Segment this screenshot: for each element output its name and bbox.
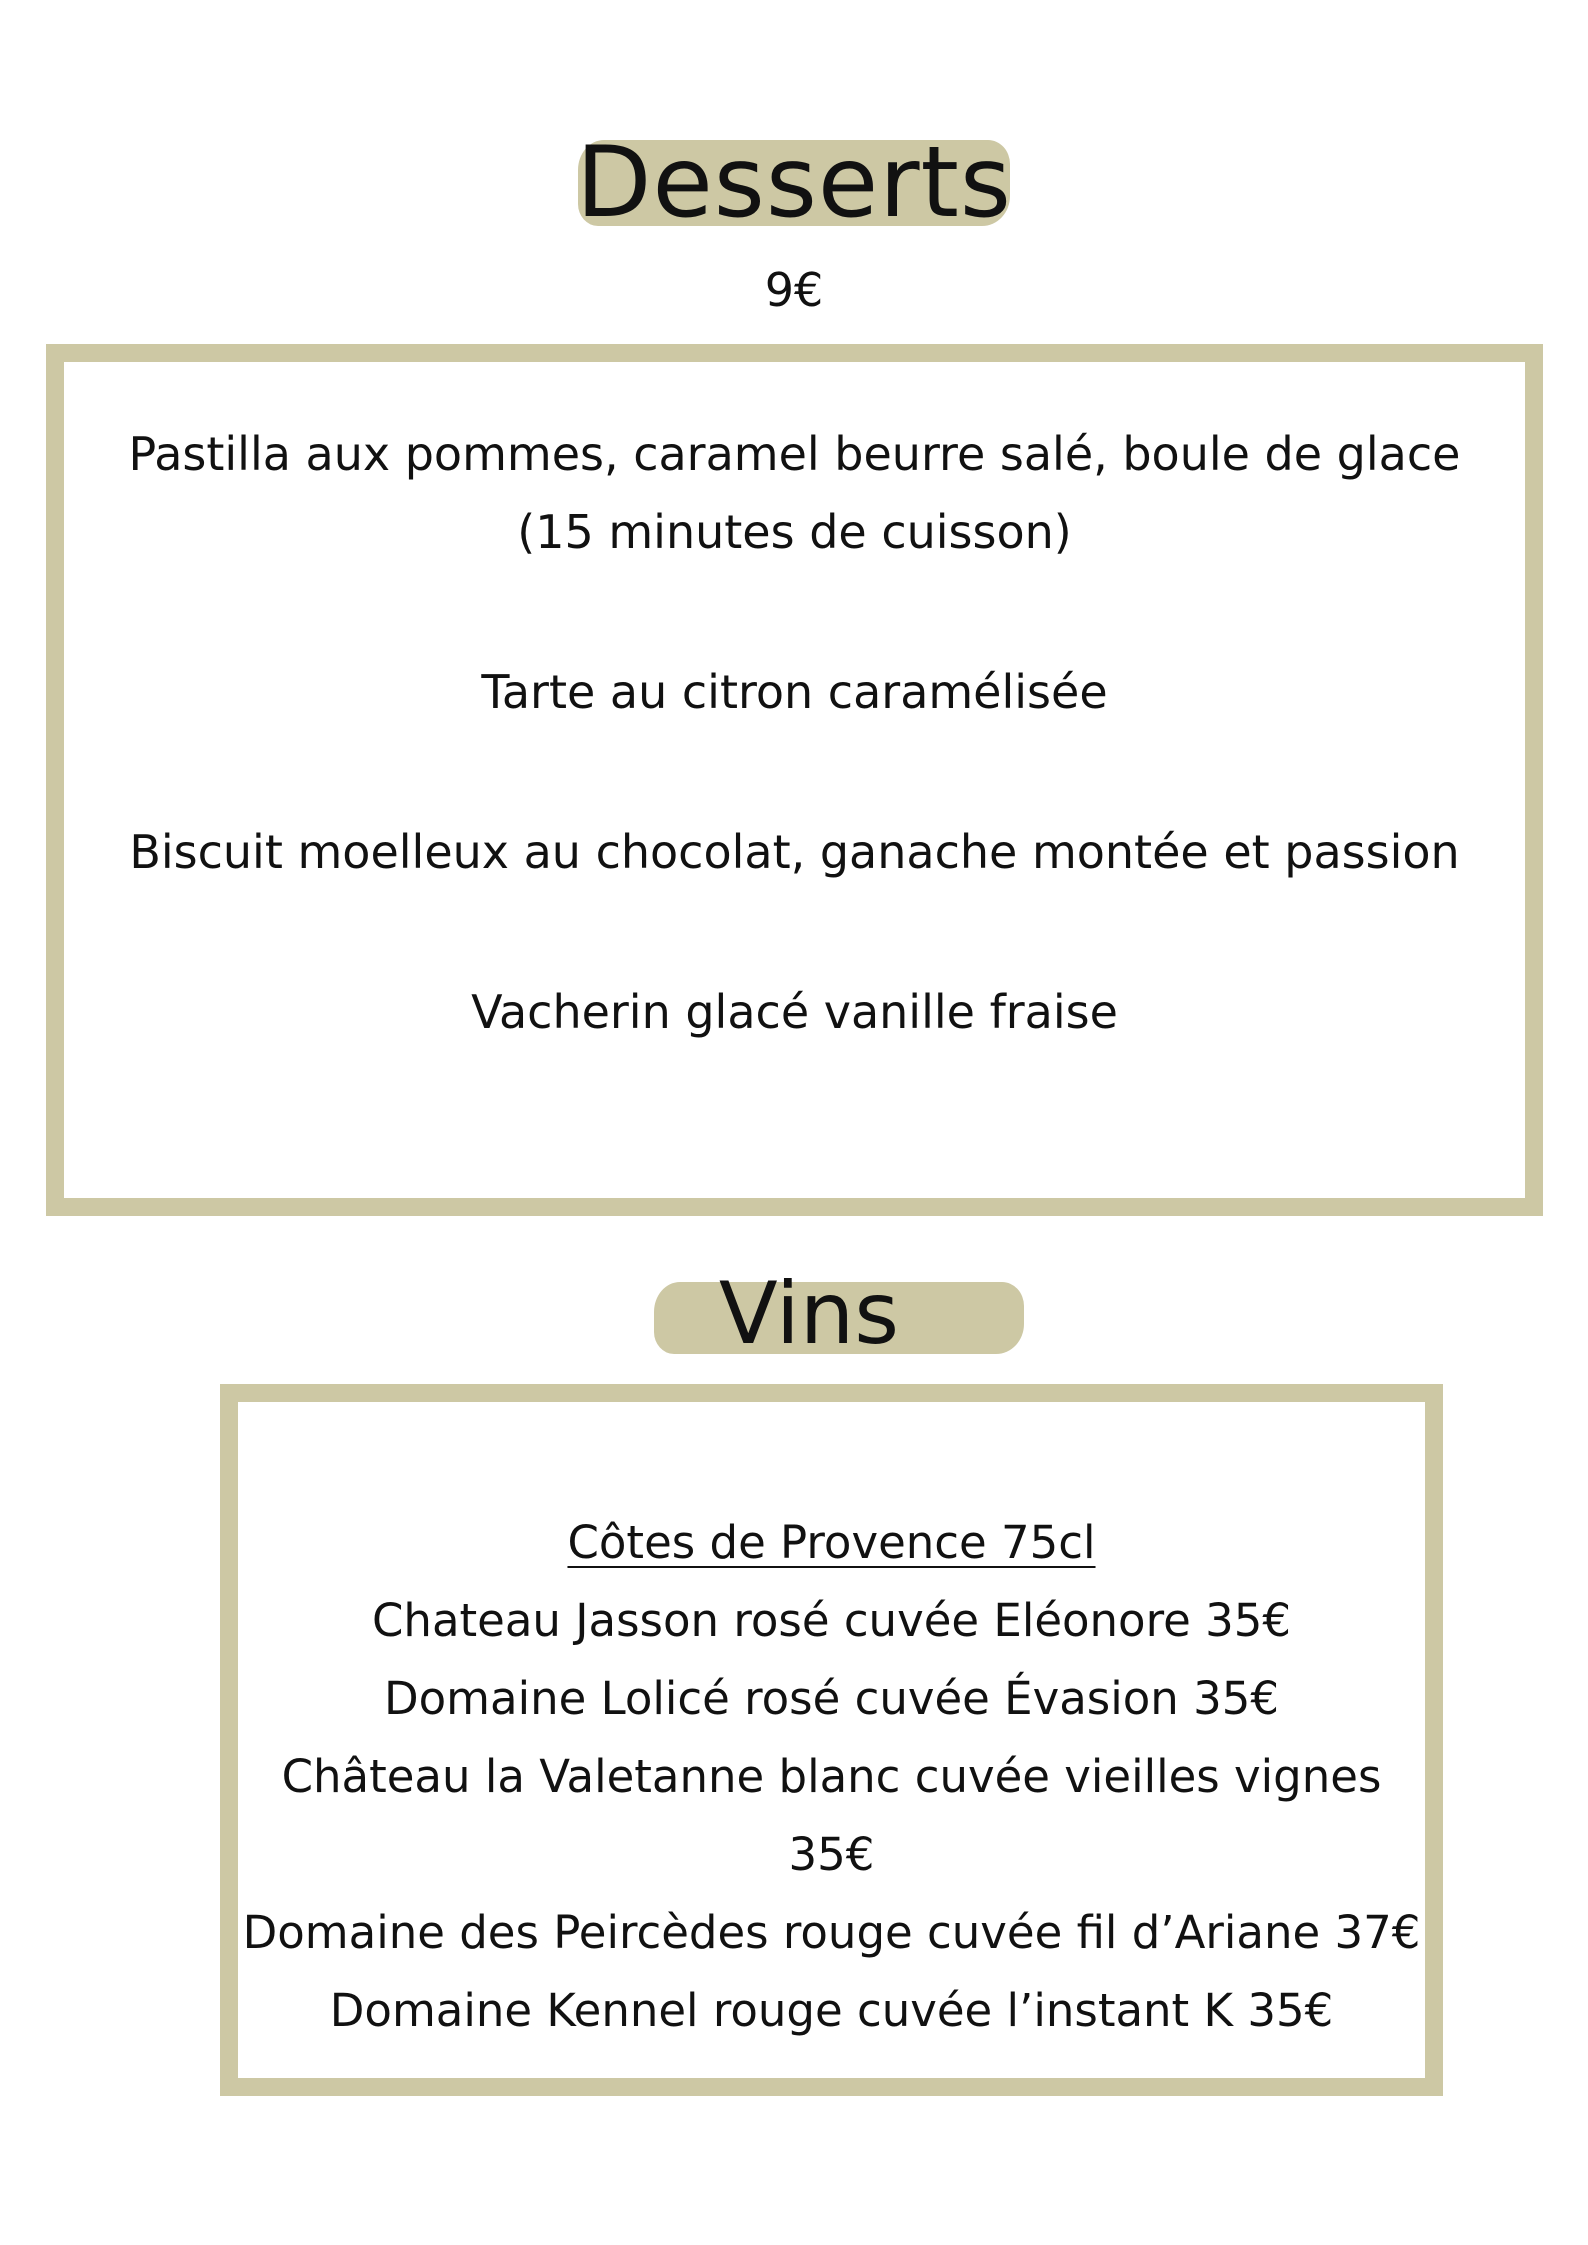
wine-item-domaine-lolice: Domaine Lolicé rosé cuvée Évasion 35€ — [383, 1672, 1280, 1725]
dessert-item-tarte-citron: Tarte au citron caramélisée — [481, 665, 1108, 719]
wine-region-heading: Côtes de Provence 75cl — [567, 1516, 1096, 1569]
dessert-item-pastilla: Pastilla aux pommes, caramel beurre salé, boule de glace — [128, 427, 1461, 481]
dessert-item-biscuit-chocolat: Biscuit moelleux au chocolat, ganache montée et passion — [129, 825, 1460, 879]
desserts-title: Desserts — [576, 126, 1012, 240]
desserts-price: 9€ — [764, 263, 824, 317]
wines-box — [220, 1384, 1443, 2096]
dessert-list — [64, 362, 1525, 1198]
wine-list — [238, 1504, 1425, 2050]
wine-item-chateau-jasson: Chateau Jasson rosé cuvée Eléonore 35€ — [372, 1594, 1291, 1647]
desserts-box — [46, 344, 1543, 1216]
wine-item-chateau-valetanne: Château la Valetanne blanc cuvée vieilles vignes 35€ — [281, 1750, 1382, 1881]
dessert-item-vacherin: Vacherin glacé vanille fraise — [471, 985, 1118, 1039]
wine-item-domaine-peircedes: Domaine des Peircèdes rouge cuvée fil d’Ariane 37€ — [242, 1906, 1421, 1959]
wine-item-domaine-kennel: Domaine Kennel rouge cuvée l’instant K 35€ — [329, 1984, 1334, 2037]
dessert-item-pastilla-note: (15 minutes de cuisson) — [517, 505, 1072, 559]
wines-title: Vins — [718, 1264, 900, 1364]
